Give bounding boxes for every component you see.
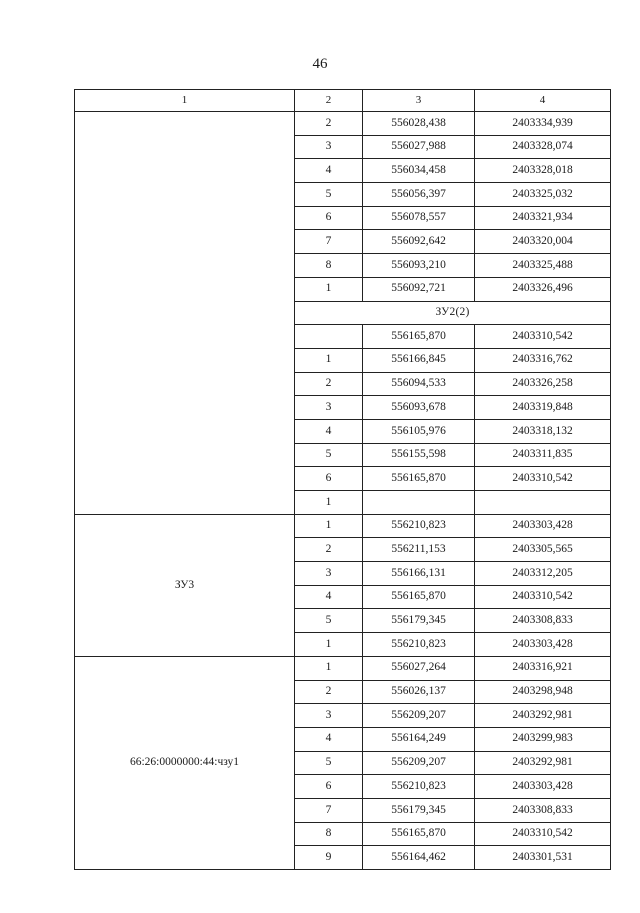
coord-x: 556165,870	[363, 467, 475, 491]
point-number: 4	[295, 585, 363, 609]
point-number: 6	[295, 206, 363, 230]
parcel-cell: ЗУ3	[75, 514, 295, 656]
section-label: ЗУ2(2)	[295, 301, 611, 325]
coord-y: 2403310,542	[475, 467, 611, 491]
point-number: 1	[295, 633, 363, 657]
point-number: 2	[295, 112, 363, 136]
coord-x	[363, 491, 475, 515]
point-number: 3	[295, 135, 363, 159]
coord-y: 2403292,981	[475, 751, 611, 775]
coord-x: 556164,249	[363, 727, 475, 751]
coord-y: 2403292,981	[475, 704, 611, 728]
coord-y: 2403310,542	[475, 822, 611, 846]
coord-x: 556164,462	[363, 846, 475, 870]
coord-y: 2403303,428	[475, 514, 611, 538]
header-col-1: 1	[75, 90, 295, 112]
point-number: 1	[295, 491, 363, 515]
coord-y	[475, 491, 611, 515]
coord-y: 2403328,074	[475, 135, 611, 159]
point-number: 1	[295, 514, 363, 538]
coord-x: 556165,870	[363, 822, 475, 846]
coord-y: 2403325,032	[475, 183, 611, 207]
coord-y: 2403320,004	[475, 230, 611, 254]
coord-x: 556092,642	[363, 230, 475, 254]
coord-x: 556211,153	[363, 538, 475, 562]
header-col-3: 3	[363, 90, 475, 112]
table-header-row	[75, 90, 611, 112]
point-number: 7	[295, 798, 363, 822]
coord-y: 2403316,762	[475, 348, 611, 372]
point-number: 4	[295, 419, 363, 443]
header-col-4: 4	[475, 90, 611, 112]
coord-y: 2403318,132	[475, 419, 611, 443]
point-number: 9	[295, 846, 363, 870]
coord-y: 2403328,018	[475, 159, 611, 183]
parcel-cell: 66:26:0000000:44:чзу1	[75, 656, 295, 869]
coord-x: 556155,598	[363, 443, 475, 467]
point-number: 3	[295, 396, 363, 420]
coord-y: 2403316,921	[475, 656, 611, 680]
point-number: 6	[295, 775, 363, 799]
coord-y: 2403326,496	[475, 277, 611, 301]
point-number: 5	[295, 609, 363, 633]
coordinates-table-body	[75, 90, 611, 870]
coord-x: 556056,397	[363, 183, 475, 207]
point-number: 1	[295, 348, 363, 372]
coord-x: 556209,207	[363, 704, 475, 728]
coord-x: 556165,870	[363, 325, 475, 349]
point-number: 6	[295, 467, 363, 491]
coord-x: 556028,438	[363, 112, 475, 136]
coord-x: 556093,678	[363, 396, 475, 420]
coordinates-table	[74, 89, 611, 870]
point-number: 7	[295, 230, 363, 254]
coord-y: 2403303,428	[475, 633, 611, 657]
table-row	[75, 112, 611, 136]
coord-y: 2403305,565	[475, 538, 611, 562]
point-number: 1	[295, 277, 363, 301]
coord-y: 2403298,948	[475, 680, 611, 704]
point-number: 3	[295, 562, 363, 586]
coord-x: 556209,207	[363, 751, 475, 775]
coord-x: 556078,557	[363, 206, 475, 230]
coord-x: 556179,345	[363, 609, 475, 633]
coord-x: 556179,345	[363, 798, 475, 822]
point-number: 5	[295, 183, 363, 207]
coord-y: 2403308,833	[475, 798, 611, 822]
coord-x: 556166,131	[363, 562, 475, 586]
coord-y: 2403299,983	[475, 727, 611, 751]
point-number	[295, 325, 363, 349]
coord-y: 2403321,934	[475, 206, 611, 230]
point-number: 5	[295, 443, 363, 467]
coord-y: 2403308,833	[475, 609, 611, 633]
coord-x: 556210,823	[363, 514, 475, 538]
coord-y: 2403301,531	[475, 846, 611, 870]
point-number: 5	[295, 751, 363, 775]
table-row	[75, 656, 611, 680]
coord-x: 556166,845	[363, 348, 475, 372]
point-number: 4	[295, 159, 363, 183]
point-number: 2	[295, 372, 363, 396]
point-number: 1	[295, 656, 363, 680]
point-number: 3	[295, 704, 363, 728]
header-col-2: 2	[295, 90, 363, 112]
coord-x: 556034,458	[363, 159, 475, 183]
point-number: 2	[295, 680, 363, 704]
coord-x: 556026,137	[363, 680, 475, 704]
coord-y: 2403325,488	[475, 254, 611, 278]
coord-x: 556105,976	[363, 419, 475, 443]
point-number: 4	[295, 727, 363, 751]
coord-x: 556165,870	[363, 585, 475, 609]
coord-x: 556027,988	[363, 135, 475, 159]
coord-y: 2403310,542	[475, 585, 611, 609]
parcel-cell	[75, 112, 295, 515]
coord-y: 2403310,542	[475, 325, 611, 349]
page-number: 46	[312, 56, 328, 72]
coord-x: 556210,823	[363, 775, 475, 799]
coord-y: 2403312,205	[475, 562, 611, 586]
point-number: 2	[295, 538, 363, 562]
coord-y: 2403334,939	[475, 112, 611, 136]
coord-x: 556210,823	[363, 633, 475, 657]
coord-y: 2403326,258	[475, 372, 611, 396]
point-number: 8	[295, 822, 363, 846]
coord-y: 2403311,835	[475, 443, 611, 467]
table-row	[75, 514, 611, 538]
coord-x: 556027,264	[363, 656, 475, 680]
coord-y: 2403303,428	[475, 775, 611, 799]
coord-x: 556092,721	[363, 277, 475, 301]
coord-x: 556093,210	[363, 254, 475, 278]
coord-y: 2403319,848	[475, 396, 611, 420]
point-number: 8	[295, 254, 363, 278]
coord-x: 556094,533	[363, 372, 475, 396]
